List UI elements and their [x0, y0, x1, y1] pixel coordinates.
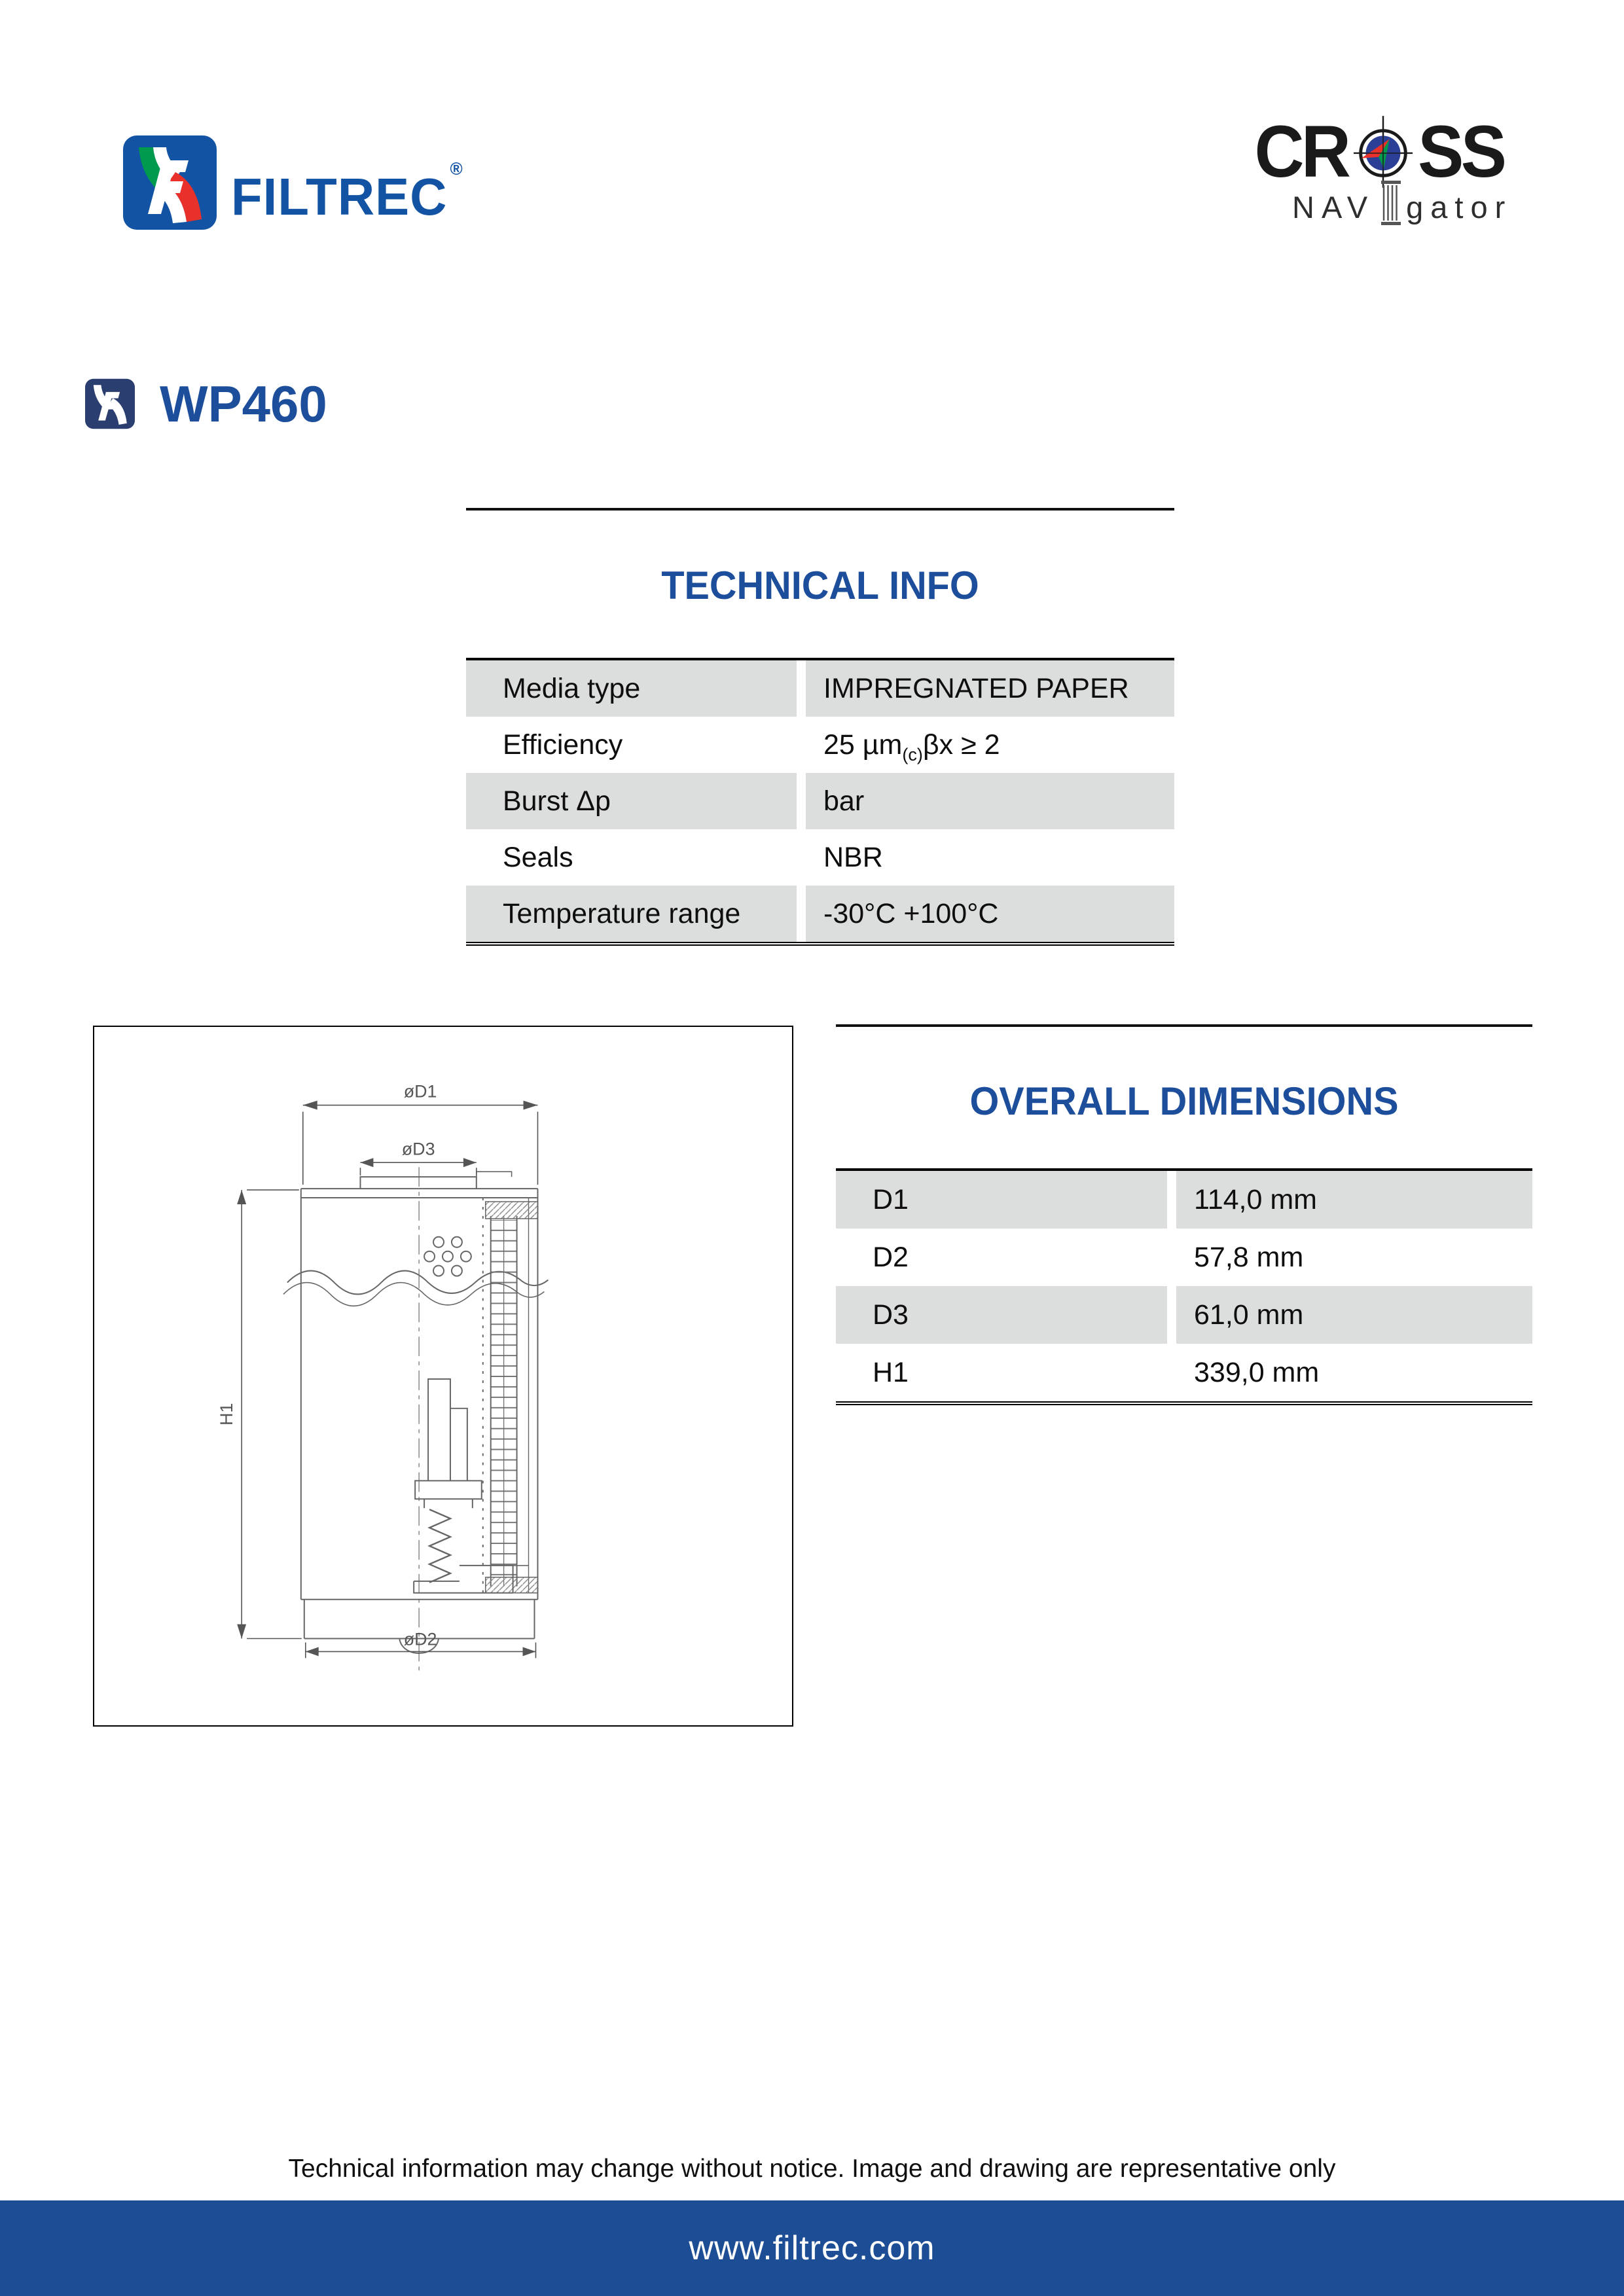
row-value: NBR — [806, 829, 1174, 886]
efficiency-value-post: βx ≥ 2 — [922, 728, 1000, 761]
row-value: bar — [806, 773, 1174, 829]
row-label: Burst Δp — [466, 773, 797, 829]
registered-mark: ® — [450, 158, 463, 179]
product-code: WP460 — [160, 374, 327, 433]
filtrec-logo-mark-icon — [123, 135, 217, 230]
dim-label-d1: øD1 — [403, 1081, 437, 1102]
table-row — [466, 717, 1174, 773]
dim-label-d2: øD2 — [403, 1629, 437, 1649]
product-f-mark-icon — [85, 378, 135, 429]
filtrec-wordmark-text: FILTREC — [231, 167, 448, 226]
tech-info-title: TECHNICAL INFO — [661, 564, 979, 607]
cross-subtext-pre: NAV — [1292, 190, 1375, 224]
table-row — [466, 773, 1174, 829]
table-row — [836, 1344, 1532, 1401]
cross-text-right: SS — [1417, 111, 1504, 192]
compass-icon — [1351, 120, 1415, 184]
row-value: 339,0 mm — [1176, 1344, 1532, 1401]
dimensions-table — [836, 1168, 1532, 1405]
technical-drawing-panel — [93, 1026, 793, 1727]
row-label: Efficiency — [466, 717, 797, 773]
efficiency-value-sub: (c) — [902, 744, 923, 764]
cross-logo-row1 — [1252, 111, 1540, 192]
row-label: Media type — [466, 660, 797, 717]
row-value: 57,8 mm — [1176, 1229, 1532, 1286]
row-value: IMPREGNATED PAPER — [806, 660, 1174, 717]
dimensions-title: OVERALL DIMENSIONS — [969, 1079, 1399, 1123]
dim-label-d3: øD3 — [401, 1139, 435, 1159]
table-row — [836, 1171, 1532, 1229]
dim-label-h1: H1 — [217, 1403, 237, 1426]
row-value — [806, 717, 1174, 773]
row-label: H1 — [836, 1344, 1167, 1401]
cross-navigator-logo — [1252, 111, 1540, 224]
cross-text-left: CR — [1254, 111, 1348, 192]
tech-info-table — [466, 658, 1174, 946]
row-label: Temperature range — [466, 886, 797, 942]
row-value: -30°C +100°C — [806, 886, 1174, 942]
technical-drawing — [94, 1027, 792, 1725]
product-header — [85, 374, 327, 433]
table-row — [836, 1229, 1532, 1286]
footer-disclaimer: Technical information may change without notice. Image and drawing are representative only — [288, 2155, 1336, 2183]
efficiency-value-pre: 25 µm — [823, 728, 903, 761]
filtrec-logo — [123, 122, 463, 243]
row-label: D2 — [836, 1229, 1167, 1286]
table-row — [466, 660, 1174, 717]
cross-subtext-post: gator — [1406, 190, 1513, 224]
website-text: www.filtrec.com — [689, 2229, 935, 2267]
row-value: 61,0 mm — [1176, 1286, 1532, 1344]
row-label: D3 — [836, 1286, 1167, 1344]
footer-bar — [0, 2200, 1624, 2296]
table-row — [466, 886, 1174, 942]
tech-info-divider — [466, 508, 1174, 511]
table-row — [466, 829, 1174, 886]
row-value: 114,0 mm — [1176, 1171, 1532, 1229]
row-label: Seals — [466, 829, 797, 886]
row-label: D1 — [836, 1171, 1167, 1229]
filtrec-wordmark — [231, 120, 463, 245]
table-row — [836, 1286, 1532, 1344]
dimensions-divider — [836, 1024, 1532, 1027]
column-icon — [1381, 181, 1401, 225]
